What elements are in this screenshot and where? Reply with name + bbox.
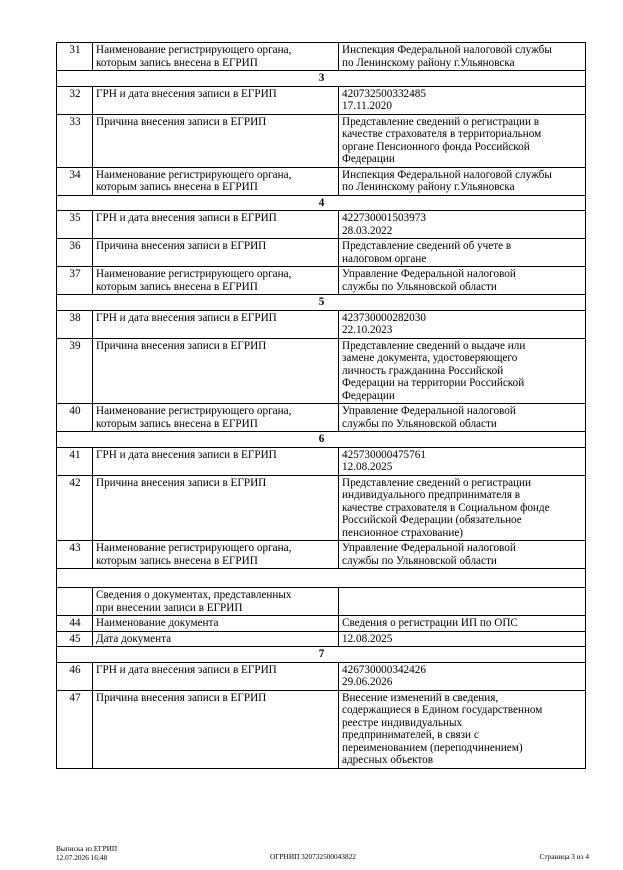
table-row xyxy=(57,616,586,632)
field-name-cell xyxy=(93,690,339,768)
table-row xyxy=(57,447,586,475)
field-value-cell xyxy=(339,211,586,239)
field-value-cell xyxy=(339,86,586,114)
field-value-line: органе Пенсионного фонда Российской xyxy=(342,140,530,153)
field-value-line: 420732500332485 xyxy=(342,87,426,100)
table-row xyxy=(57,690,586,768)
table-row xyxy=(57,588,586,616)
footer-datetime: 12.07.2026 16:48 xyxy=(56,852,108,862)
table-row xyxy=(57,541,586,569)
field-name-line: Наименование регистрирующего органа, xyxy=(96,542,292,554)
section-header-row xyxy=(57,432,586,448)
field-name-line: Причина внесения записи в ЕГРИП xyxy=(96,240,267,252)
row-number: 37 xyxy=(57,267,93,295)
field-value-line: качестве страхователя в Социальном фонде xyxy=(342,501,550,514)
field-value-cell xyxy=(339,114,586,167)
field-value-cell xyxy=(339,588,586,616)
field-value-line: 12.08.2025 xyxy=(342,461,393,473)
blank-row xyxy=(57,569,586,588)
row-number: 34 xyxy=(57,167,93,195)
field-name-cell xyxy=(93,447,339,475)
row-number: 45 xyxy=(57,631,93,647)
field-name-cell xyxy=(93,114,339,167)
field-value-line: индивидуального предпринимателя в xyxy=(342,489,521,501)
section-header-row xyxy=(57,295,586,311)
table-row xyxy=(57,114,586,167)
row-number xyxy=(57,588,93,616)
field-value-cell xyxy=(339,338,586,404)
field-name-line: ГРН и дата внесения записи в ЕГРИП xyxy=(96,448,277,461)
footer-doc-title: Выписка из ЕГРИП xyxy=(56,844,118,853)
field-value-line: Представление сведений о регистрации xyxy=(342,476,532,489)
field-name-line: которым запись внесена в ЕГРИП xyxy=(96,280,258,293)
section-number: 5 xyxy=(57,295,586,311)
row-number: 31 xyxy=(57,43,93,71)
field-value-line: предпринимателей, в связи с xyxy=(342,729,479,741)
field-name-line: которым запись внесена в ЕГРИП xyxy=(96,554,258,567)
field-name-line: Причина внесения записи в ЕГРИП xyxy=(96,476,267,489)
field-value-line: Федерации xyxy=(342,389,395,402)
field-name-cell xyxy=(93,404,339,432)
field-name-cell xyxy=(93,86,339,114)
egrip-table-body xyxy=(57,43,586,769)
field-name-line: Наименование регистрирующего органа, xyxy=(96,168,292,181)
table-row xyxy=(57,475,586,541)
field-name-line: Причина внесения записи в ЕГРИП xyxy=(96,339,267,352)
row-number: 41 xyxy=(57,447,93,475)
row-number: 38 xyxy=(57,310,93,338)
field-value-line: содержащиеся в Едином государственном xyxy=(342,704,543,716)
row-number: 44 xyxy=(57,616,93,632)
row-number: 36 xyxy=(57,239,93,267)
row-number: 35 xyxy=(57,211,93,239)
field-name-cell xyxy=(93,662,339,690)
field-value-cell xyxy=(339,662,586,690)
field-name-line: которым запись внесена в ЕГРИП xyxy=(96,56,258,69)
row-number: 39 xyxy=(57,338,93,404)
field-value-line: службы по Ульяновской области xyxy=(342,280,497,293)
field-value-line: 17.11.2020 xyxy=(342,100,392,112)
field-name-cell xyxy=(93,167,339,195)
field-name-line: ГРН и дата внесения записи в ЕГРИП xyxy=(96,663,277,676)
blank-cell xyxy=(57,569,586,588)
field-value-line: адресных объектов xyxy=(342,754,434,766)
field-value-cell xyxy=(339,239,586,267)
section-number: 4 xyxy=(57,195,586,211)
field-value-cell xyxy=(339,631,586,647)
field-value-cell xyxy=(339,43,586,71)
field-value-line: переименованием (переподчинением) xyxy=(342,741,523,754)
field-value-line: Представление сведений о регистрации в xyxy=(342,115,540,128)
row-number: 40 xyxy=(57,404,93,432)
footer-left xyxy=(56,845,117,862)
field-value-line: Инспекция Федеральной налоговой службы xyxy=(342,44,552,56)
field-name-cell xyxy=(93,239,339,267)
field-value-cell xyxy=(339,267,586,295)
field-value-line: 426730000342426 xyxy=(342,663,426,676)
field-value-line: 12.08.2025 xyxy=(342,632,393,645)
table-row xyxy=(57,43,586,71)
field-value-line: Представление сведений о выдаче или xyxy=(342,339,526,352)
field-value-cell xyxy=(339,475,586,541)
field-value-line: 425730000475761 xyxy=(342,448,426,461)
field-name-line: Наименование документа xyxy=(96,617,219,629)
field-name-line: Причина внесения записи в ЕГРИП xyxy=(96,115,267,128)
field-value-line: личность гражданина Российской xyxy=(342,364,504,377)
footer-page-number: Страница 3 из 4 xyxy=(539,852,589,861)
field-name-line: которым запись внесена в ЕГРИП xyxy=(96,417,258,430)
field-value-line: службы по Ульяновской области xyxy=(342,417,497,430)
field-value-line: Управление Федеральной налоговой xyxy=(342,405,516,417)
section-number: 6 xyxy=(57,432,586,448)
field-value-line: Управление Федеральной налоговой xyxy=(342,542,516,554)
egrip-table xyxy=(56,42,586,769)
footer-ogrnip: ОГРНИП 320732500043822 xyxy=(270,852,356,861)
table-row xyxy=(57,662,586,690)
field-name-cell xyxy=(93,475,339,541)
field-value-cell xyxy=(339,310,586,338)
table-row xyxy=(57,267,586,295)
field-name-cell xyxy=(93,43,339,71)
field-name-line: Причина внесения записи в ЕГРИП xyxy=(96,691,267,704)
field-value-line: налоговом органе xyxy=(342,252,427,265)
table-row xyxy=(57,631,586,647)
field-value-line: реестре индивидуальных xyxy=(342,716,463,729)
field-name-cell xyxy=(93,541,339,569)
table-row xyxy=(57,167,586,195)
field-value-line: Инспекция Федеральной налоговой службы xyxy=(342,168,552,181)
row-number: 32 xyxy=(57,86,93,114)
field-name-line: при внесении записи в ЕГРИП xyxy=(96,601,243,614)
field-value-line: качестве страхователя в территориальном xyxy=(342,128,542,140)
field-name-line: Наименование регистрирующего органа, xyxy=(96,44,292,56)
field-name-cell xyxy=(93,310,339,338)
field-value-line: пенсионное страхование) xyxy=(342,526,464,539)
field-name-cell xyxy=(93,267,339,295)
field-name-line: Дата документа xyxy=(96,632,172,645)
field-value-line: по Ленинскому району г.Ульяновска xyxy=(342,56,515,69)
field-value-line: Представление сведений об учете в xyxy=(342,240,512,252)
field-value-cell xyxy=(339,447,586,475)
field-name-cell xyxy=(93,631,339,647)
field-name-line: ГРН и дата внесения записи в ЕГРИП xyxy=(96,87,277,100)
field-name-cell xyxy=(93,588,339,616)
field-value-line: 423730000282030 xyxy=(342,311,426,324)
field-value-line: по Ленинскому району г.Ульяновска xyxy=(342,181,515,193)
table-row xyxy=(57,404,586,432)
table-row xyxy=(57,86,586,114)
field-value-line: службы по Ульяновской области xyxy=(342,554,497,567)
field-name-line: Наименование регистрирующего органа, xyxy=(96,268,292,280)
row-number: 47 xyxy=(57,690,93,768)
field-value-line: Российской Федерации (обязательное xyxy=(342,514,522,526)
field-value-line: 22.10.2023 xyxy=(342,324,393,336)
section-number: 7 xyxy=(57,647,586,663)
field-value-line: 422730001503973 xyxy=(342,212,426,224)
section-number: 3 xyxy=(57,71,586,87)
field-value-cell xyxy=(339,167,586,195)
field-value-cell xyxy=(339,541,586,569)
row-number: 46 xyxy=(57,662,93,690)
section-header-row xyxy=(57,647,586,663)
field-name-line: Сведения о документах, представленных xyxy=(96,589,292,601)
field-value-cell xyxy=(339,616,586,632)
table-row xyxy=(57,211,586,239)
field-value-line: Федерации xyxy=(342,153,395,165)
field-value-line: Управление Федеральной налоговой xyxy=(342,268,516,280)
field-name-cell xyxy=(93,211,339,239)
row-number: 42 xyxy=(57,475,93,541)
row-number: 33 xyxy=(57,114,93,167)
field-name-line: Наименование регистрирующего органа, xyxy=(96,405,292,417)
field-value-line: 28.03.2022 xyxy=(342,224,393,237)
row-number: 43 xyxy=(57,541,93,569)
table-row xyxy=(57,310,586,338)
field-name-line: ГРН и дата внесения записи в ЕГРИП xyxy=(96,311,277,324)
section-header-row xyxy=(57,71,586,87)
field-value-line: Сведения о регистрации ИП по ОПС xyxy=(342,617,518,629)
field-value-cell xyxy=(339,690,586,768)
field-name-line: которым запись внесена в ЕГРИП xyxy=(96,181,258,193)
field-name-cell xyxy=(93,338,339,404)
field-value-line: Внесение изменений в сведения, xyxy=(342,691,499,704)
field-value-line: замене документа, удостоверяющего xyxy=(342,352,518,364)
field-name-line: ГРН и дата внесения записи в ЕГРИП xyxy=(96,212,277,224)
field-value-cell xyxy=(339,404,586,432)
field-value-line: Федерации на территории Российской xyxy=(342,377,525,389)
table-row xyxy=(57,239,586,267)
table-row xyxy=(57,338,586,404)
field-value-line: 29.06.2026 xyxy=(342,676,393,688)
field-name-cell xyxy=(93,616,339,632)
section-header-row xyxy=(57,195,586,211)
